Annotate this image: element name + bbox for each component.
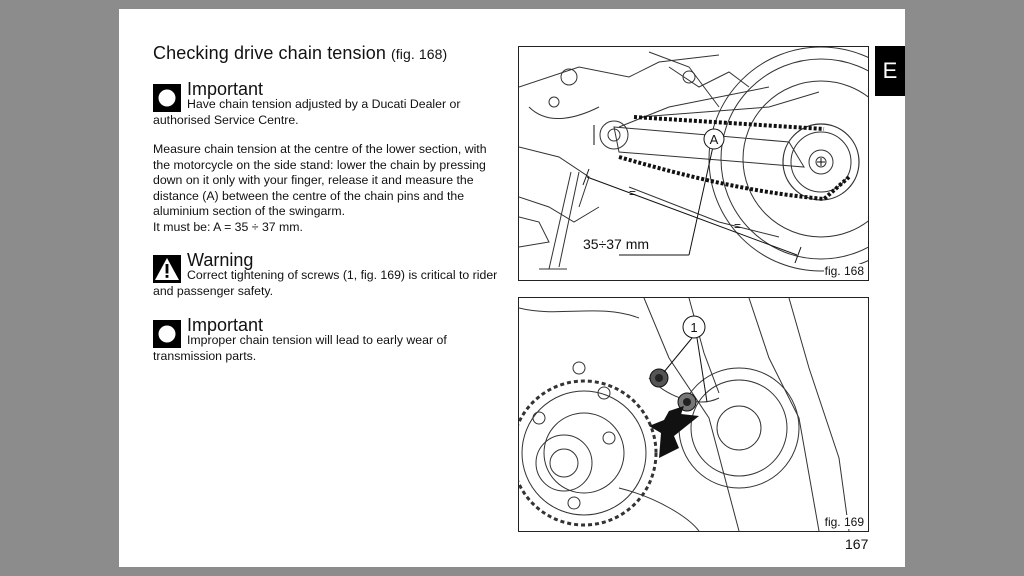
important-icon [153, 84, 181, 112]
warning-icon [153, 255, 181, 283]
important-notice-1 [153, 79, 498, 128]
warning-notice [153, 250, 498, 299]
chain-adjuster-illustration [519, 298, 868, 531]
measurement-label: 35÷37 mm [583, 236, 650, 252]
chain-tension-illustration [519, 47, 868, 280]
figure-168 [518, 46, 869, 281]
instructions-paragraph [153, 142, 498, 235]
equal-mark-1: = [629, 186, 637, 200]
important-icon [153, 320, 181, 348]
figure-169-label: fig. 169 [824, 515, 864, 529]
important-heading: Important [187, 79, 264, 99]
section-tab: E [875, 46, 905, 96]
title-text: Checking drive chain tension [153, 43, 386, 63]
callout-1: 1 [690, 320, 698, 335]
equal-mark-2: = [734, 219, 742, 233]
tension-spec: It must be: A = 35 ÷ 37 mm. [153, 219, 303, 234]
page-number: 167 [845, 536, 869, 552]
important-notice-2 [153, 315, 498, 364]
warning-heading: Warning [187, 250, 254, 270]
figure-168-label: fig. 168 [824, 264, 864, 278]
page-title [153, 43, 447, 64]
callout-a: A [709, 132, 719, 147]
manual-page [119, 9, 905, 567]
figure-169 [518, 297, 869, 532]
warning-body: Correct tightening of screws (1, fig. 169) is critical to rider and passenger safety. [153, 268, 498, 298]
important-body: Improper chain tension will lead to early wear of transmission parts. [153, 333, 447, 363]
title-figure-reference: (fig. 168) [391, 46, 448, 62]
instructions-text: Measure chain tension at the centre of the lower section, with the motorcycle on the side stand: lower the chain by pressing down on it only with your finger, release it and measure the distance (A) between the centre of the chain pins and the aluminium section of the swingarm. [153, 142, 487, 218]
important-body: Have chain tension adjusted by a Ducati Dealer or authorised Service Centre. [153, 97, 461, 127]
important-heading: Important [187, 315, 264, 335]
